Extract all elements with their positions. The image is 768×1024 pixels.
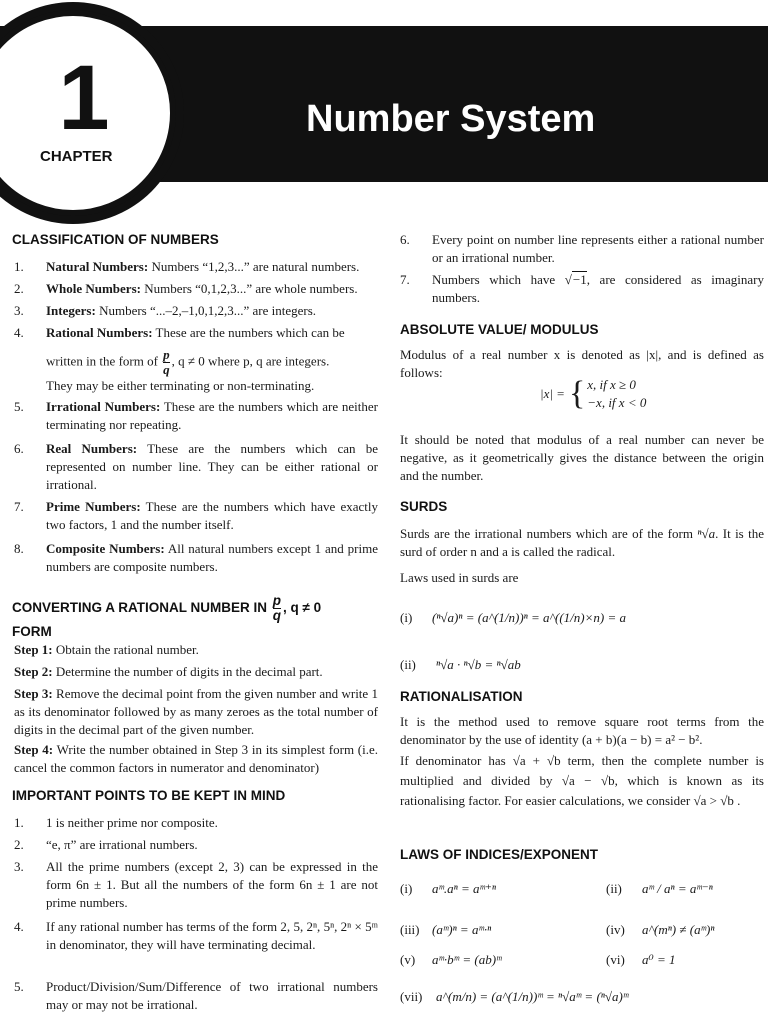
item-term: Prime Numbers: [46, 499, 141, 514]
item-number: 5. [14, 979, 24, 994]
list-item [14, 836, 378, 854]
item-text: All natural numbers except 1 and prime numbers are composite numbers. [46, 541, 378, 574]
item-text: These are the numbers which can be [152, 325, 345, 340]
absolute-intro: Modulus of a real number x is denoted as |x|, and is defined as follows: [400, 347, 764, 380]
surd-law-label: (ii) [400, 657, 416, 672]
modulus-case-2: −x, if x < 0 [587, 395, 647, 410]
item-term: Composite Numbers: [46, 541, 165, 556]
index-law-label: (vi) [606, 952, 625, 967]
surd-form: ⁿ√a [697, 526, 716, 541]
item-number: 1. [14, 815, 24, 830]
list-item [400, 231, 764, 267]
heading-classification: CLASSIFICATION OF NUMBERS [12, 232, 219, 247]
list-item [14, 918, 378, 954]
list-item [14, 302, 378, 320]
index-law-label: (ii) [606, 881, 622, 896]
item-text: Numbers “0,1,2,3...” are whole numbers. [140, 281, 358, 296]
item-text: Numbers “...–2,–1,0,1,2,3...” are integers. [95, 303, 317, 318]
step-3: Step 3: Remove the decimal point from the given number and write 1 as its denominator followed by as many zeroes as the total number of digits in the decimal part of the given number. [14, 686, 378, 737]
item-term: Natural Numbers: [46, 259, 149, 274]
list-item [14, 858, 378, 912]
index-law-6: a⁰ = 1 [642, 952, 676, 967]
item-number: 8. [14, 541, 24, 556]
list-item [14, 498, 378, 534]
item-number: 7. [14, 499, 24, 514]
heading-absolute: ABSOLUTE VALUE/ MODULUS [400, 322, 599, 337]
surd-law-1: (ⁿ√a)ⁿ = (a^(1/n))ⁿ = a^((1/n)×n) = a [432, 610, 626, 625]
item-number: 4. [14, 919, 24, 934]
item-text: , are considered as imaginary numbers. [432, 272, 765, 305]
list-item [14, 440, 378, 494]
heading-surds: SURDS [400, 499, 448, 514]
item-text: These are the numbers which have exactly two factors, 1 and the number itself. [46, 499, 379, 532]
item-number: 1. [14, 259, 24, 274]
fraction-p-over-q: $\frac{p}{q}$ [163, 347, 170, 377]
step-2: Step 2: Determine the number of digits in the decimal part. [14, 664, 323, 679]
item-text: These are the numbers which can be represented on number line. They can be either rational or irrational. [46, 441, 378, 492]
list-item [14, 324, 378, 395]
item-text: These are the numbers which are neither terminating nor repeating. [46, 399, 378, 432]
index-law-5: aᵐ·bᵐ = (ab)ᵐ [432, 952, 502, 967]
surds-intro: Surds are the irrational numbers which are of the form ⁿ√a. It is the surd of order n and a is called the radical. [400, 526, 765, 559]
list-item [14, 398, 378, 434]
rationalisation-p2: If denominator has √a + √b term, then the complete number is multiplied and divided by √a − √b, which is known as its rationalising factor. For easier calculations, we consider √a > √b . [400, 753, 764, 808]
item-text: 1 is neither prime nor composite. [46, 815, 218, 830]
item-number: 3. [14, 303, 24, 318]
surds-laws-intro: Laws used in surds are [400, 570, 519, 585]
absolute-note: It should be noted that modulus of a real number can never be negative, as it geometrically gives the distance between the origin and the number. [400, 432, 764, 483]
item-text: They may be either terminating or non-terminating. [46, 378, 315, 393]
chapter-number: 1 [58, 47, 110, 149]
index-law-7: a^(m/n) = (a^(1/n))ᵐ = ⁿ√aᵐ = (ⁿ√a)ᵐ [436, 989, 629, 1004]
item-term: Whole Numbers: [46, 281, 141, 296]
list-item [14, 258, 378, 276]
item-number: 6. [400, 232, 410, 247]
item-text: Every point on number line represents either a rational number or an irrational number. [432, 232, 764, 265]
modulus-definition [540, 376, 646, 412]
step-1: Step 1: Obtain the rational number. [14, 642, 199, 657]
item-number: 2. [14, 837, 24, 852]
list-item [14, 978, 378, 1014]
index-law-label: (iii) [400, 922, 420, 937]
index-law-label: (v) [400, 952, 416, 967]
item-number: 3. [14, 859, 24, 874]
heading-converting: CONVERTING A RATIONAL NUMBER IN $\frac{p}{q}$ , q ≠ 0 FORM [12, 593, 322, 639]
item-term: Rational Numbers: [46, 325, 153, 340]
item-text: Numbers which have [432, 272, 556, 287]
index-law-4: a^(mⁿ) ≠ (aᵐ)ⁿ [642, 922, 715, 937]
item-text: Numbers “1,2,3...” are natural numbers. [148, 259, 360, 274]
item-text: Product/Division/Sum/Difference of two irrational numbers may or may not be irrational. [46, 979, 378, 1012]
modulus-case-1: x, if x ≥ 0 [587, 377, 636, 392]
index-law-1: aᵐ.aⁿ = aᵐ⁺ⁿ [432, 881, 496, 896]
index-law-label: (vii) [400, 989, 423, 1004]
index-law-2: aᵐ / aⁿ = aᵐ⁻ⁿ [642, 881, 713, 896]
list-item [14, 280, 378, 298]
item-number: 7. [400, 272, 410, 287]
chapter-label: CHAPTER [40, 148, 113, 165]
list-item [400, 271, 764, 307]
brace: { [568, 375, 586, 412]
index-law-label: (iv) [606, 922, 625, 937]
chapter-title: Number System [306, 98, 596, 140]
surd-law-2: ⁿ√a · ⁿ√b = ⁿ√ab [436, 657, 521, 672]
rationalisation-p1: It is the method used to remove square root terms from the denominator by the use of identity (a + b)(a − b) = a² − b². [400, 714, 764, 747]
list-item [14, 540, 378, 576]
item-text: All the prime numbers (except 2, 3) can be expressed in the form 6n ± 1. But all the numbers of the form 6n ± 1 are not prime numbers. [46, 859, 378, 910]
item-term: Irrational Numbers: [46, 399, 161, 414]
surd-law-label: (i) [400, 610, 413, 625]
item-term: Real Numbers: [46, 441, 138, 456]
index-law-label: (i) [400, 881, 413, 896]
item-text: “e, π” are irrational numbers. [46, 837, 198, 852]
item-term: Integers: [46, 303, 96, 318]
item-number: 5. [14, 399, 24, 414]
heading-rationalisation: RATIONALISATION [400, 689, 523, 704]
list-item [14, 814, 378, 832]
heading-indices: LAWS OF INDICES/EXPONENT [400, 847, 599, 862]
item-number: 6. [14, 441, 24, 456]
item-number: 4. [14, 325, 24, 340]
heading-important: IMPORTANT POINTS TO BE KEPT IN MIND [12, 788, 286, 803]
item-number: 2. [14, 281, 24, 296]
step-4: Step 4: Write the number obtained in Step 3 in its simplest form (i.e. cancel the common factors in numerator and denominator) [14, 742, 378, 775]
item-text: written in the form of [46, 353, 158, 369]
fraction-p-over-q: $\frac{p}{q}$ [272, 593, 282, 623]
index-law-3: (aᵐ)ⁿ = aᵐ·ⁿ [432, 922, 492, 937]
sqrt-minus-one: √−1 [564, 272, 587, 287]
modulus-lhs: |x| = [540, 386, 565, 401]
item-text: , q ≠ 0 where p, q are integers. [171, 353, 330, 369]
item-text: If any rational number has terms of the form 2, 5, 2ⁿ, 5ⁿ, 2ⁿ × 5ᵐ in denominator, they will have terminating decimal. [46, 919, 378, 952]
